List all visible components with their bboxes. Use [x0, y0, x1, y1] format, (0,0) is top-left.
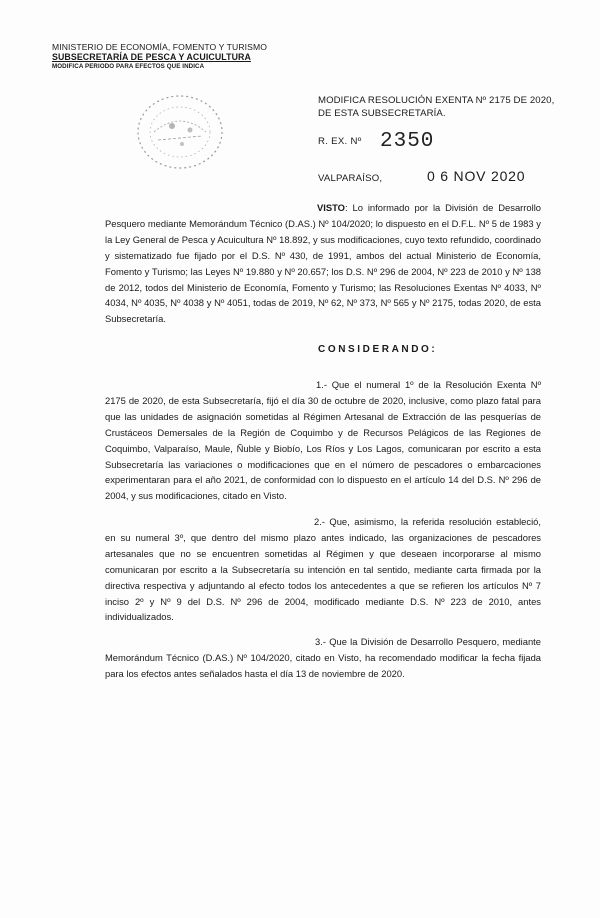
resolution-title: MODIFICA RESOLUCIÓN EXENTA Nº 2175 DE 2020, DE ESTA SUBSECRETARÍA.: [318, 95, 555, 119]
resolution-date: 0 6 NOV 2020: [427, 168, 526, 184]
place-label: VALPARAÍSO,: [318, 173, 383, 184]
considerando-paragraph-2: 2.- Que, asimismo, la referida resolución estableció, en su numeral 3º, que dentro del mismo plazo antes indicado, las organizaciones de pescadores artesanales que no se encuentren sometidas al Régimen y que deseaen incorporarse al mismo comunicaran por escrito a la Subsecretaría su intención en tal sentido, mediante carta firmada por la directiva respectiva y adjuntando al efecto todos los antecedentes a que se refieren los artículos Nº 7 inciso 2º y Nº 9 del D.S. Nº 296 de 2004, modificado mediante D.S. Nº 223 de 2010, antes individualizados.: [105, 516, 541, 623]
document-subject: MODIFICA PERIODO PARA EFECTOS QUE INDICA: [52, 63, 205, 70]
subsecretaria-name: SUBSECRETARÍA DE PESCA Y ACUICULTURA: [52, 52, 251, 62]
resolution-label: R. EX. Nº: [318, 136, 362, 147]
ministry-name: MINISTERIO DE ECONOMÍA, FOMENTO Y TURISMO: [52, 42, 267, 52]
official-seal-stamp: [132, 90, 228, 174]
considerando-heading: CONSIDERANDO:: [318, 344, 438, 355]
resolution-number: 2350: [380, 130, 435, 153]
letterhead: [52, 42, 292, 71]
considerando-paragraph-1: 1.- Que el numeral 1º de la Resolución Exenta Nº 2175 de 2020, de esta Subsecretaría, fijó el día 30 de octubre de 2020, inclusive, como plazo fatal para que las unidades de asignación sometidas al Régimen Artesanal de Extracción de las pesquerías de Crustáceos Demersales de la Región de Coquimbo y de Recursos Pelágicos de las Regiones de Coquimbo, Valparaíso, Maule, Ñuble y Biobío, Los Ríos y Los Lagos, comunicaran por escrito a esta Subsecretaría las variaciones o modificaciones que en el número de pescadores o embarcaciones experimentaran para el año 2021, de conformidad con lo dispuesto en el artículo 14 del D.S. Nº 296 de 2004, y sus modificaciones, citado en Visto.: [105, 379, 541, 502]
visto-text: : Lo informado por la División de Desarrollo Pesquero mediante Memorándum Técnico (D.AS.) Nº 104/2020; lo dispuesto en el D.F.L. Nº 5 de 1983 y la Ley General de Pesca y Acuicultura Nº 18.892, y sus modificaciones, cuyo texto refundido, coordinado y sistematizado fue fijado por el D.S. Nº 430, de 1991, ambos del actual Ministerio de Economía, Fomento y Turismo; las Leyes Nº 19.880 y Nº 20.657; los D.S. Nº 296 de 2004, Nº 223 de 2010 y Nº 138 de 2012, todos del Ministerio de Economía, Fomento y Turismo; las Resoluciones Exentas Nº 4033, Nº 4034, Nº 4035, Nº 4038 y Nº 4051, todas de 2019, Nº 62, Nº 373, Nº 565 y Nº 2175, todas 2020, de esta Subsecretaría.: [105, 202, 541, 325]
considerando-paragraph-3: 3.- Que la División de Desarrollo Pesquero, mediante Memorándum Técnico (D.AS.) Nº 104/2020, citado en Visto, ha recomendado modificar la fecha fijada para los efectos antes señalados hasta el día 13 de noviembre de 2020.: [105, 636, 541, 679]
visto-paragraph: [105, 200, 541, 327]
visto-label: VISTO: [317, 202, 345, 213]
